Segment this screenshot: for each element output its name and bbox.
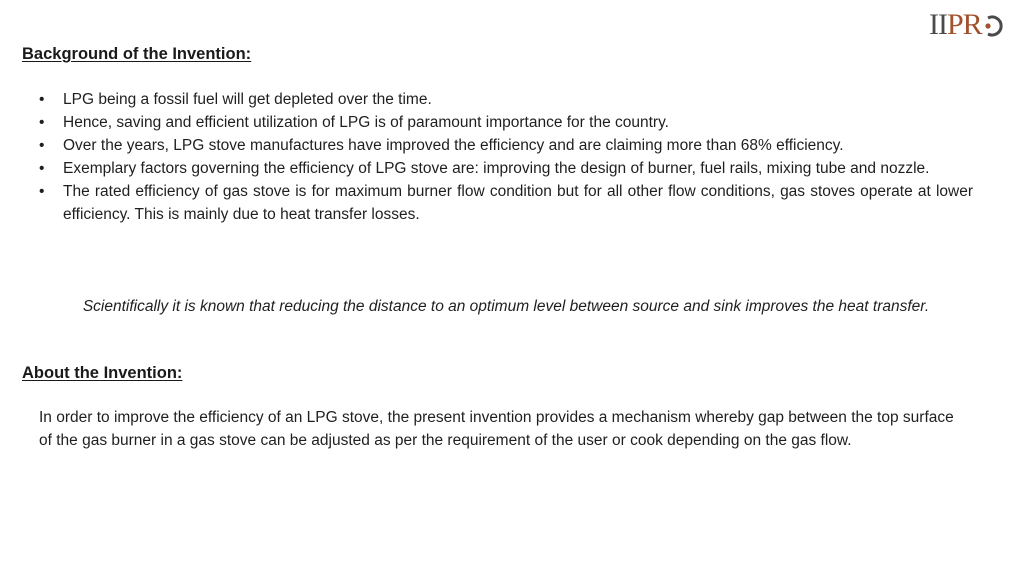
iipr-logo xyxy=(929,9,1007,41)
ipr-mark-icon xyxy=(983,13,1007,37)
bullet-text: Exemplary factors governing the efficiency of LPG stove are: improving the design of burner, fuel rails, mixing tube and nozzle. xyxy=(63,160,930,177)
list-item xyxy=(39,111,973,134)
list-item xyxy=(39,157,973,180)
scientific-statement: Scientifically it is known that reducing the distance to an optimum level between source and sink improves the heat transfer. xyxy=(82,298,930,315)
list-item xyxy=(39,88,973,111)
logo-text-ii: II xyxy=(929,8,947,41)
bullet-icon: • xyxy=(39,137,45,154)
bullet-icon: • xyxy=(39,160,45,177)
bullet-text: LPG being a fossil fuel will get depleted over the time. xyxy=(63,91,432,108)
bullet-text: Over the years, LPG stove manufactures have improved the efficiency and are claiming more than 68% efficiency. xyxy=(63,137,844,154)
bullet-icon: • xyxy=(39,114,45,131)
background-heading: Background of the Invention: xyxy=(22,45,252,63)
about-paragraph: In order to improve the efficiency of an LPG stove, the present invention provides a mechanism whereby gap between the top surface of the gas burner in a gas stove can be adjusted as per the requirement of the user or cook depending on the gas flow. xyxy=(39,409,954,449)
bullet-text: Hence, saving and efficient utilization of LPG is of paramount importance for the country. xyxy=(63,114,669,131)
list-item xyxy=(39,134,973,157)
about-heading: About the Invention: xyxy=(22,364,183,382)
background-bullet-list xyxy=(39,88,973,226)
list-item xyxy=(39,180,973,226)
bullet-icon: • xyxy=(39,183,45,200)
bullet-text: The rated efficiency of gas stove is for maximum burner flow condition but for all other flow conditions, gas stoves operate at lower efficiency. This is mainly due to heat transfer losses. xyxy=(63,183,973,223)
bullet-icon: • xyxy=(39,91,45,108)
logo-text-pr: PR xyxy=(946,8,982,41)
